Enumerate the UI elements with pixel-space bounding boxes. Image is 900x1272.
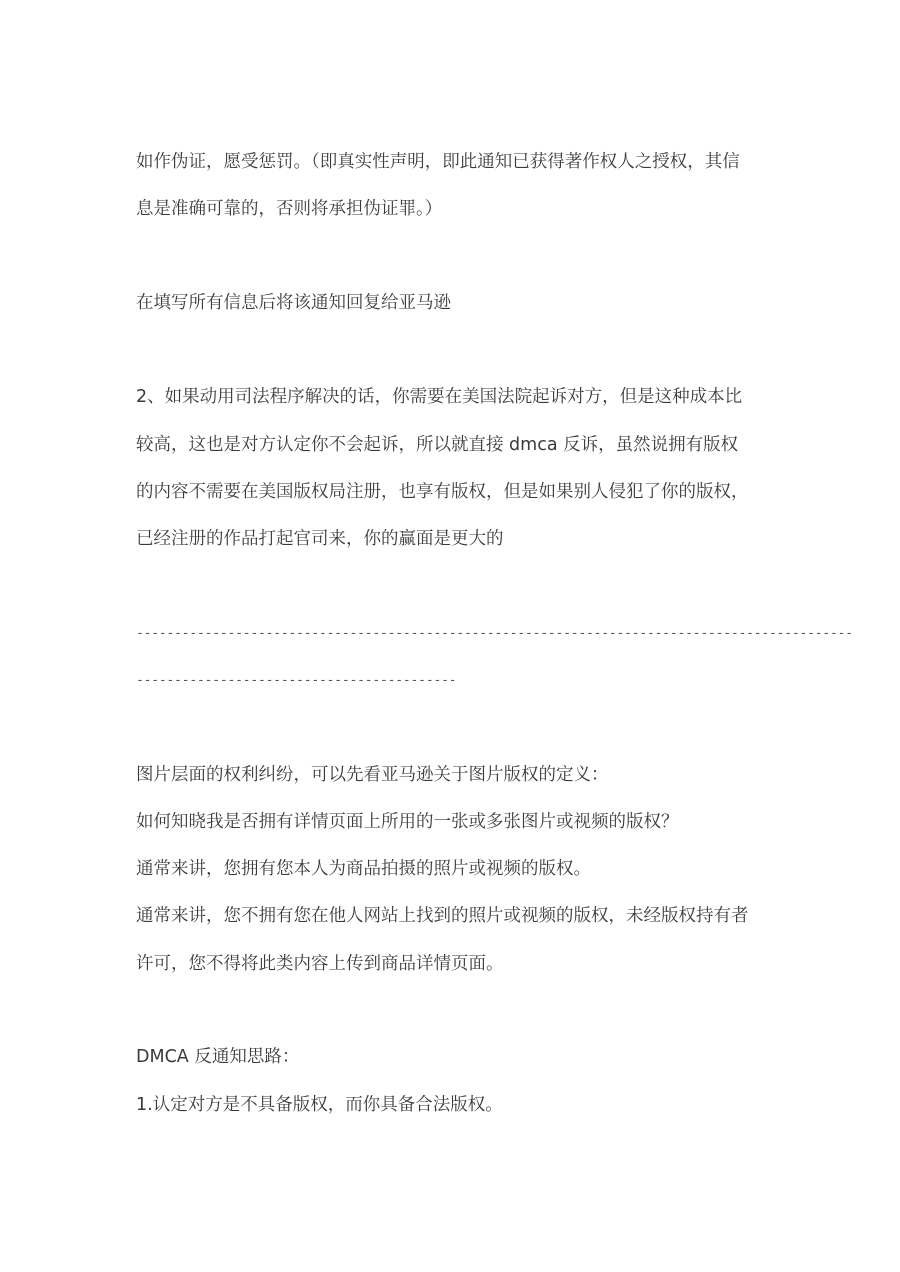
paragraph-2-line-1: 在填写所有信息后将该通知回复给亚马逊: [136, 293, 451, 313]
paragraph-3-line-1: 2、如果动用司法程序解决的话，你需要在美国法院起诉对方，但是这种成本比: [136, 387, 743, 407]
paragraph-4-line-5: 许可，您不得将此类内容上传到商品详情页面。: [136, 954, 504, 974]
separator-line-2: ------------------------------------------: [136, 673, 457, 688]
paragraph-1-line-2: 息是准确可靠的，否则将承担伪证罪。）: [136, 199, 443, 219]
paragraph-5-line-2: 1.认定对方是不具备版权，而你具备合法版权。: [136, 1095, 503, 1115]
paragraph-3-line-4: 已经注册的作品打起官司来，你的赢面是更大的: [136, 529, 504, 549]
paragraph-4-line-4: 通常来讲，您不拥有您在他人网站上找到的照片或视频的版权，未经版权持有者: [136, 906, 749, 926]
paragraph-5-line-1: DMCA 反通知思路：: [136, 1047, 300, 1067]
separator-line-1: ----------------------------------------------------------------------------------------------: [136, 626, 853, 641]
paragraph-1-line-1: 如作伪证，愿受惩罚。（即真实性声明，即此通知已获得著作权人之授权，其信: [136, 152, 740, 172]
paragraph-4-line-2: 如何知晓我是否拥有详情页面上所用的一张或多张图片或视频的版权？: [136, 812, 679, 832]
paragraph-4-line-1: 图片层面的权利纠纷，可以先看亚马逊关于图片版权的定义：: [136, 765, 609, 785]
paragraph-3-line-3: 的内容不需要在美国版权局注册，也享有版权，但是如果别人侵犯了你的版权，: [136, 482, 749, 502]
paragraph-3-line-2: 较高，这也是对方认定你不会起诉，所以就直接 dmca 反诉，虽然说拥有版权: [136, 435, 739, 455]
paragraph-4-line-3: 通常来讲，您拥有您本人为商品拍摄的照片或视频的版权。: [136, 859, 591, 879]
